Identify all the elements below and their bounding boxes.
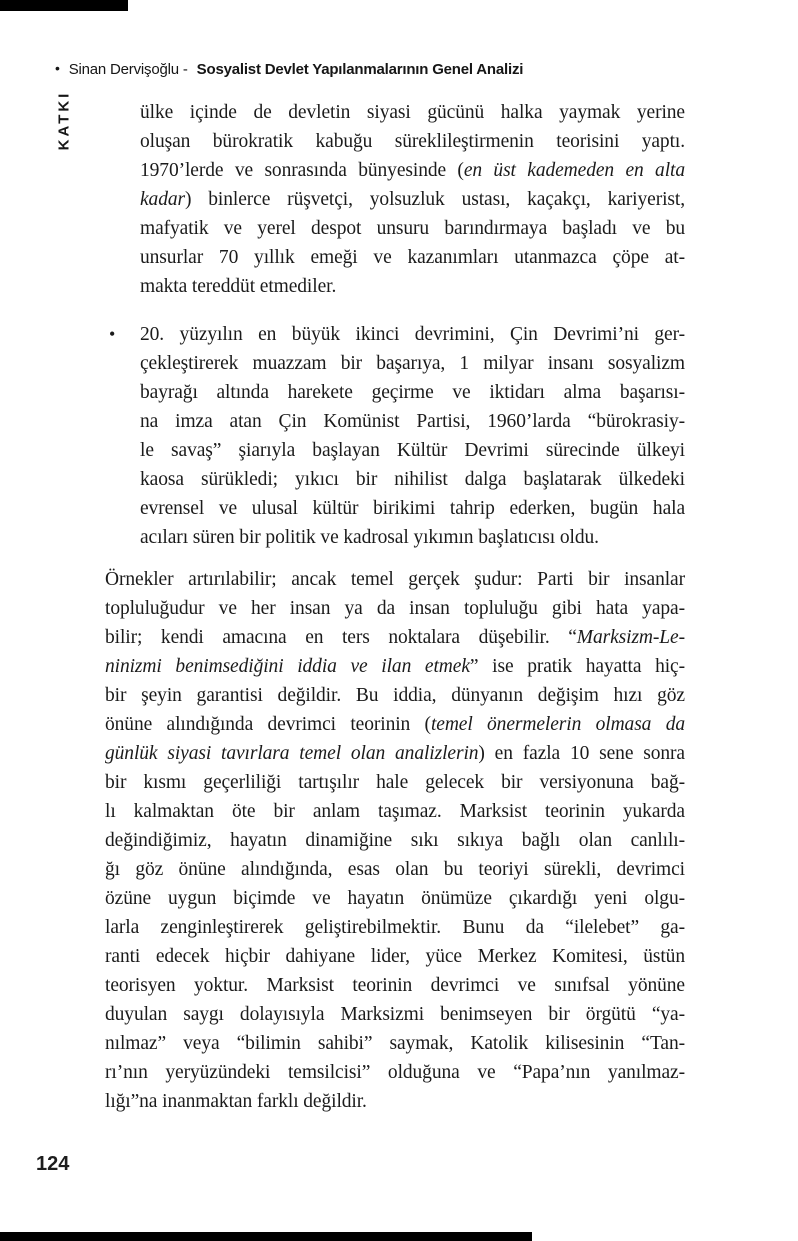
text-line: duyulan saygı dolayısıyla Marksizmi benimseyen bir örgütü “ya- bbox=[105, 1004, 685, 1025]
text-line: lı kalmaktan öte bir anlam taşımaz. Marksist teorinin yukarda bbox=[105, 801, 685, 822]
text-line: bayrağı altında harekete geçirme ve iktidarı alma başarısı- bbox=[140, 382, 685, 403]
text-line: larla zenginleştirerek geliştirebilmektir. Bunu da “ilelebet” ga- bbox=[105, 917, 685, 938]
italic-phrase: kadar bbox=[140, 189, 185, 210]
text-line: na imza atan Çin Komünist Partisi, 1960’larda “bürokrasiy- bbox=[140, 411, 685, 432]
text-line: topluluğudur ve her insan ya da insan topluluğu gibi hata yapa- bbox=[105, 598, 685, 619]
page-number: 124 bbox=[36, 1153, 70, 1175]
text-line: evrensel ve ulusal kültür birikimi tahrip ederken, bugün hala bbox=[140, 498, 685, 519]
italic-phrase: günlük siyasi tavırlara temel olan analizlerin bbox=[105, 743, 479, 764]
text-line: günlük siyasi tavırlara temel olan analizlerin) en fazla 10 sene sonra bbox=[105, 743, 685, 764]
text-line: çekleştirerek muazzam bir başarıya, 1 milyar insanı sosyalizm bbox=[140, 353, 685, 374]
text-line: özüne uygun biçimde ve hayatın önümüze çıkardığı yeni olgu- bbox=[105, 888, 685, 909]
text-line: ğı göz önüne alındığında, esas olan bu teoriyi sürekli, devrimci bbox=[105, 859, 685, 880]
paragraph bbox=[105, 565, 685, 1116]
paragraph bbox=[140, 98, 685, 301]
text-line: teorisyen yoktur. Marksist teorinin devrimci ve sınıfsal yönüne bbox=[105, 975, 685, 996]
text-line: önüne alındığında devrimci teorinin (temel önermelerin olmasa da bbox=[105, 714, 685, 735]
italic-phrase: temel önermelerin olmasa da bbox=[430, 714, 685, 735]
running-header bbox=[55, 61, 523, 78]
text-line: lığı”na inanmaktan farklı değildir. bbox=[105, 1091, 367, 1112]
top-edge-scan-bar bbox=[0, 0, 128, 11]
italic-phrase: Marksizm-Le- bbox=[576, 627, 685, 648]
text-line: bir kısmı geçerliliği tartışılır hale gelecek bir versiyonuna bağ- bbox=[105, 772, 685, 793]
bottom-edge-scan-bar bbox=[0, 1232, 532, 1241]
section-side-label bbox=[40, 86, 88, 154]
side-label-text: KATKI bbox=[55, 90, 73, 150]
text-line: nılmaz” veya “bilimin sahibi” saymak, Katolik kilisesinin “Tan- bbox=[105, 1033, 685, 1054]
header-author: Sinan Dervişoğlu - bbox=[68, 61, 188, 78]
text-line: kaosa sürükledi; yıkıcı bir nihilist dalga başlatarak ülkedeki bbox=[140, 469, 685, 490]
text-line: kadar) binlerce rüşvetçi, yolsuzluk ustası, kaçakçı, kariyerist, bbox=[140, 189, 685, 210]
text-line: ülke içinde de devletin siyasi gücünü halka yaymak yerine bbox=[140, 102, 685, 123]
text-line: mafyatik ve yerel despot unsuru barındırmaya başladı ve bu bbox=[140, 218, 685, 239]
italic-phrase: en üst kademeden en alta bbox=[463, 160, 685, 181]
text-line: Örnekler artırılabilir; ancak temel gerçek şudur: Parti bir insanlar bbox=[105, 569, 685, 590]
body-text bbox=[105, 98, 685, 1116]
header-chapter-title: Sosyalist Devlet Yapılanmalarının Genel Analizi bbox=[196, 61, 524, 78]
text-line: 20. yüzyılın en büyük ikinci devrimini, Çin Devrimi’ni ger- bbox=[140, 324, 685, 345]
text-line: makta tereddüt etmediler. bbox=[140, 276, 337, 297]
text-line: bilir; kendi amacına en ters noktalara düşebilir. “Marksizm-Le- bbox=[105, 627, 685, 648]
text-line: ranti edecek hiçbir dahiyane lider, yüce Merkez Komitesi, üstün bbox=[105, 946, 685, 967]
paragraph bbox=[109, 320, 685, 552]
text-line: rı’nın yeryüzündeki temsilcisi” olduğuna ve “Papa’nın yanılmaz- bbox=[105, 1062, 685, 1083]
text-line: 1970’lerde ve sonrasında bünyesinde (en üst kademeden en alta bbox=[140, 160, 685, 181]
list-bullet-icon: • bbox=[109, 324, 116, 344]
text-line: le savaş” şiarıyla başlayan Kültür Devrimi sürecinde ülkeyi bbox=[140, 440, 685, 461]
text-line: ninizmi benimsediğini iddia ve ilan etmek” ise pratik hayatta hiç- bbox=[105, 656, 685, 677]
text-line: oluşan bürokratik kabuğu süreklileştirmenin teorisini yaptı. bbox=[140, 131, 685, 152]
text-line: bir şeyin garantisi değildir. Bu iddia, dünyanın değişim hızı göz bbox=[105, 685, 685, 706]
header-bullet-icon: • bbox=[55, 60, 60, 76]
text-line: acıları süren bir politik ve kadrosal yıkımın başlatıcısı oldu. bbox=[140, 527, 599, 548]
italic-phrase: ninizmi benimsediğini iddia ve ilan etmek bbox=[105, 656, 470, 677]
text-line: unsurlar 70 yıllık emeği ve kazanımları utanmazca çöpe at- bbox=[140, 247, 685, 268]
text-line: değindiğimiz, hayatın dinamiğine sıkı sıkıya bağlı olan canlılı- bbox=[105, 830, 685, 851]
